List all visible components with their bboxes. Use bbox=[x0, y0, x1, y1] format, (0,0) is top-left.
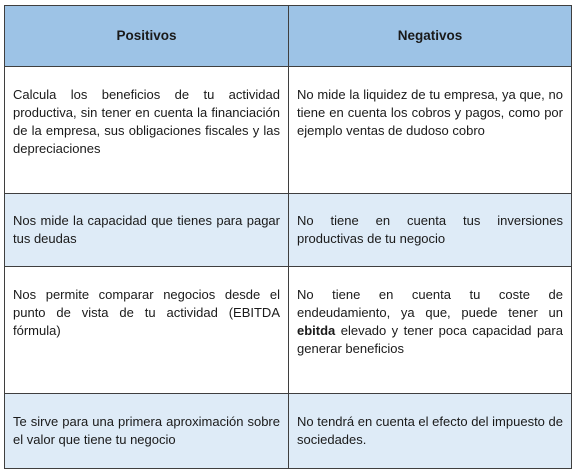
cell-negative-text-start: No tiene en cuenta tu coste de endeudamiento, ya que, puede tener un bbox=[297, 287, 563, 320]
cell-positive: Te sirve para una primera aproximación sobre el valor que tiene tu negocio bbox=[5, 394, 289, 469]
cell-negative-keyword: ebitda bbox=[297, 323, 336, 338]
cell-negative-text-end: elevado y tener poca capacidad para generar beneficios bbox=[297, 323, 563, 356]
cell-positive: Nos permite comparar negocios desde el punto de vista de tu actividad (EBITDA fórmula) bbox=[5, 267, 289, 394]
cell-negative: No tiene en cuenta tus inversiones productivas de tu negocio bbox=[289, 194, 572, 267]
header-positivos: Positivos bbox=[5, 6, 289, 67]
cell-negative bbox=[289, 267, 572, 394]
pros-cons-table bbox=[4, 5, 572, 469]
header-negativos: Negativos bbox=[289, 6, 572, 67]
table-row bbox=[5, 267, 572, 394]
cell-negative: No tendrá en cuenta el efecto del impuesto de sociedades. bbox=[289, 394, 572, 469]
comparison-table-container bbox=[4, 5, 572, 469]
cell-positive: Calcula los beneficios de tu actividad productiva, sin tener en cuenta la financiación de la empresa, sus obligaciones fiscales y las depreciaciones bbox=[5, 67, 289, 194]
table-row bbox=[5, 67, 572, 194]
cell-positive: Nos mide la capacidad que tienes para pagar tus deudas bbox=[5, 194, 289, 267]
table-header-row bbox=[5, 6, 572, 67]
table-row bbox=[5, 394, 572, 469]
cell-negative: No mide la liquidez de tu empresa, ya que, no tiene en cuenta los cobros y pagos, como por ejemplo ventas de dudoso cobro bbox=[289, 67, 572, 194]
table-row bbox=[5, 194, 572, 267]
